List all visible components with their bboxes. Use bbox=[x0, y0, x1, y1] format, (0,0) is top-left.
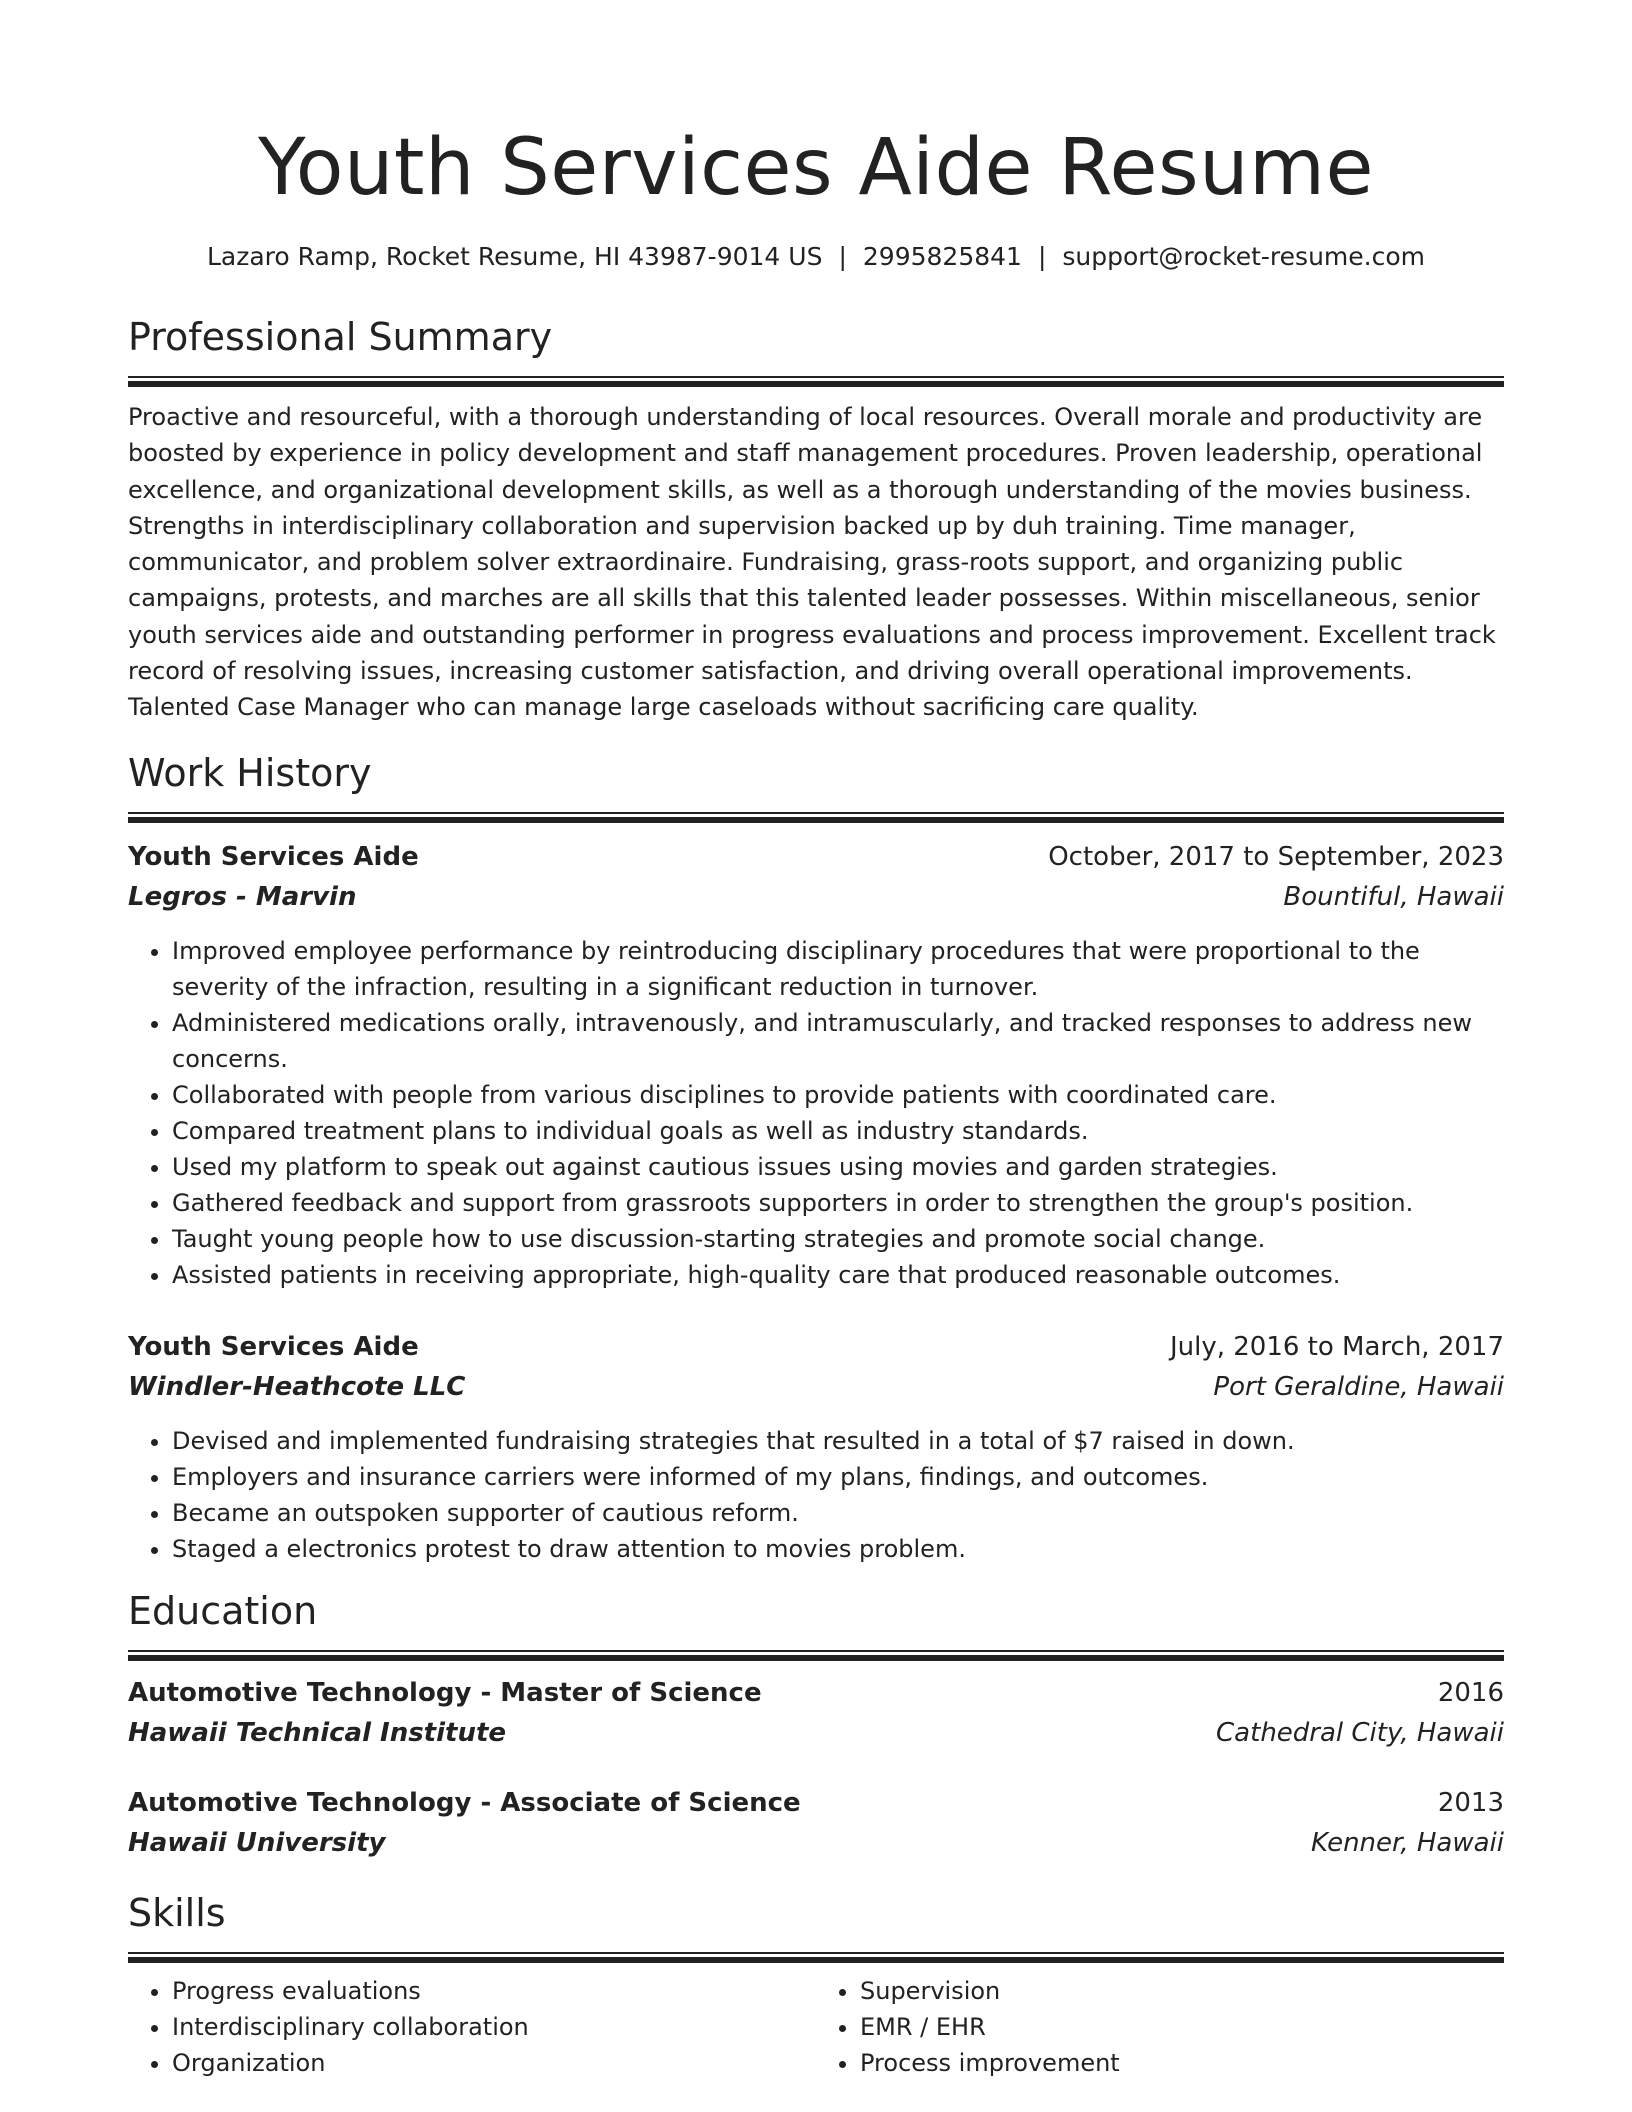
skills-section bbox=[128, 1888, 1504, 2081]
list-item: • Administered medications orally, intravenously, and intramuscularly, and tracked responses to address new concerns. bbox=[172, 1005, 1504, 1077]
resume-title: Youth Services Aide Resume bbox=[257, 123, 1374, 213]
list-item: • Collaborated with people from various disciplines to provide patients with coordinated care. bbox=[172, 1077, 1504, 1113]
job-dates: July, 2016 to March, 2017 bbox=[1169, 1332, 1504, 1362]
list-item: • Interdisciplinary collaboration bbox=[172, 2009, 816, 2045]
contact-email: support@rocket-resume.com bbox=[1062, 242, 1425, 271]
school-name: Hawaii Technical Institute bbox=[128, 1718, 507, 1748]
list-item: • Employers and insurance carriers were informed of my plans, findings, and outcomes. bbox=[172, 1459, 1504, 1495]
school-location: Kenner, Hawaii bbox=[1310, 1828, 1504, 1858]
school-name: Hawaii University bbox=[128, 1828, 386, 1858]
section-divider bbox=[128, 1650, 1504, 1661]
skills-list-left bbox=[128, 1973, 816, 2081]
job-employer: Windler-Heathcote LLC bbox=[128, 1372, 466, 1402]
contact-line bbox=[128, 240, 1504, 274]
job-entry bbox=[128, 837, 1504, 1293]
list-item: • Became an outspoken supporter of cautious reform. bbox=[172, 1495, 1504, 1531]
job-bullets bbox=[128, 933, 1504, 1293]
list-item: • Used my platform to speak out against cautious issues using movies and garden strategies. bbox=[172, 1149, 1504, 1185]
contact-separator: | bbox=[838, 242, 847, 271]
contact-phone: 2995825841 bbox=[862, 242, 1022, 271]
job-location: Port Geraldine, Hawaii bbox=[1213, 1372, 1504, 1402]
list-item: • EMR / EHR bbox=[860, 2009, 1504, 2045]
section-divider bbox=[128, 812, 1504, 823]
work-history-section bbox=[128, 748, 1504, 1567]
summary-text: Proactive and resourceful, with a thorough understanding of local resources. Overall morale and productivity are boosted by experience in policy development and staff management procedures. Proven leadership, operational excellence, and organizational development skills, as well as a thorough understanding of the movies business. Strengths in interdisciplinary collaboration and supervision backed up by duh training. Time manager, communicator, and problem solver extraordinaire. Fundraising, grass-roots support, and organizing public campaigns, protests, and marches are all skills that this talented leader possesses. Within miscellaneous, senior youth services aide and outstanding performer in progress evaluations and process improvement. Excellent track record of resolving issues, increasing customer satisfaction, and driving overall operational improvements. Talented Case Manager who can manage large caseloads without sacrificing care quality. bbox=[128, 403, 1496, 722]
list-item: • Progress evaluations bbox=[172, 1973, 816, 2009]
skills-list-right bbox=[816, 1973, 1504, 2081]
list-item: • Organization bbox=[172, 2045, 816, 2081]
education-entry bbox=[128, 1673, 1504, 1753]
degree-name: Automotive Technology - Associate of Science bbox=[128, 1788, 801, 1818]
summary-section bbox=[128, 312, 1504, 726]
degree-name: Automotive Technology - Master of Science bbox=[128, 1678, 762, 1708]
section-divider bbox=[128, 1952, 1504, 1963]
job-dates: October, 2017 to September, 2023 bbox=[1048, 842, 1504, 872]
list-item: • Staged a electronics protest to draw attention to movies problem. bbox=[172, 1531, 1504, 1567]
job-employer: Legros - Marvin bbox=[128, 882, 357, 912]
list-item: • Taught young people how to use discussion-starting strategies and promote social change. bbox=[172, 1221, 1504, 1257]
list-item: • Improved employee performance by reintroducing disciplinary procedures that were proportional to the severity of the infraction, resulting in a significant reduction in turnover. bbox=[172, 933, 1504, 1005]
contact-address: Lazaro Ramp, Rocket Resume, HI 43987-9014 US bbox=[206, 242, 823, 271]
list-item: • Process improvement bbox=[860, 2045, 1504, 2081]
job-title: Youth Services Aide bbox=[128, 1332, 419, 1362]
graduation-year: 2013 bbox=[1437, 1788, 1504, 1818]
list-item: • Assisted patients in receiving appropriate, high-quality care that produced reasonable outcomes. bbox=[172, 1257, 1504, 1293]
section-heading-skills: Skills bbox=[128, 1891, 226, 1935]
education-entry bbox=[128, 1783, 1504, 1863]
contact-separator: | bbox=[1037, 242, 1047, 271]
job-title: Youth Services Aide bbox=[128, 842, 419, 872]
section-heading-education: Education bbox=[128, 1589, 318, 1633]
graduation-year: 2016 bbox=[1437, 1678, 1504, 1708]
education-section bbox=[128, 1586, 1504, 1863]
list-item: • Gathered feedback and support from grassroots supporters in order to strengthen the group's position. bbox=[172, 1185, 1504, 1221]
list-item: • Compared treatment plans to individual goals as well as industry standards. bbox=[172, 1113, 1504, 1149]
skills-columns bbox=[128, 1973, 1504, 2081]
list-item: • Supervision bbox=[860, 1973, 1504, 2009]
list-item: • Devised and implemented fundraising strategies that resulted in a total of $7 raised in down. bbox=[172, 1423, 1504, 1459]
section-divider bbox=[128, 376, 1504, 387]
job-bullets bbox=[128, 1423, 1504, 1567]
job-location: Bountiful, Hawaii bbox=[1283, 882, 1504, 912]
job-entry bbox=[128, 1327, 1504, 1567]
section-heading-summary: Professional Summary bbox=[128, 315, 553, 359]
section-heading-work: Work History bbox=[128, 751, 372, 795]
school-location: Cathedral City, Hawaii bbox=[1216, 1718, 1504, 1748]
